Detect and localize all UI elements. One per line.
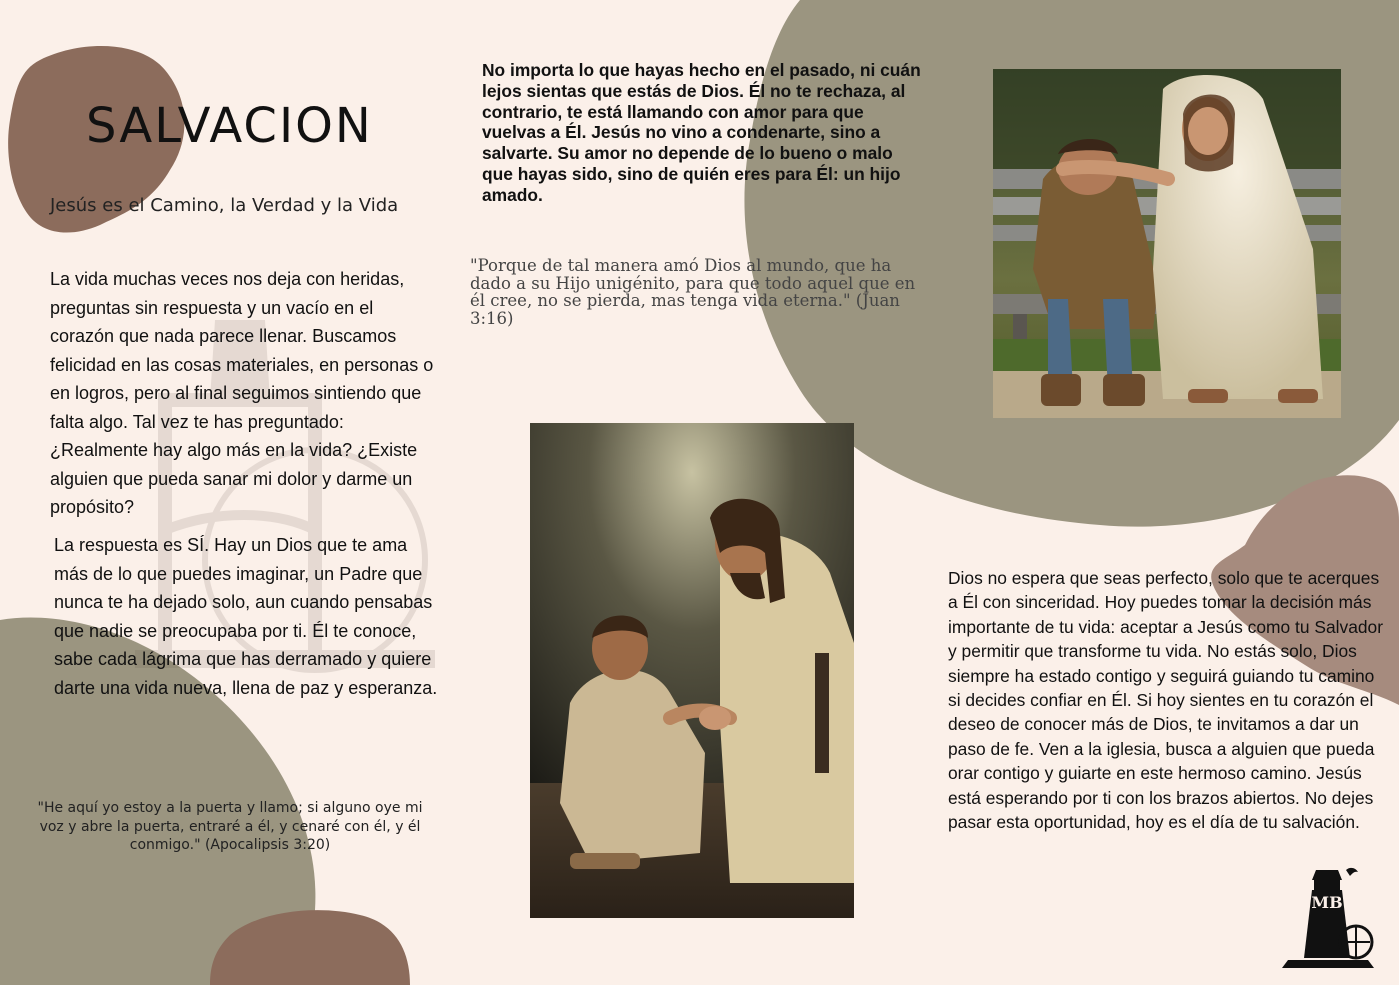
lighthouse-logo-icon <box>1276 860 1380 974</box>
paragraph-intro: La vida muchas veces nos deja con heridas, preguntas sin respuesta y un vacío en el corazón que nada parece llenar. Buscamos felicidad en las cosas materiales, en personas o en logros, pero al final seguimos sintiendo que falta algo. Tal vez te has preguntado: ¿Realmente hay algo más en la vida? ¿Existe alguien que pueda sanar mi dolor y darme un propósito? <box>50 269 434 517</box>
page-subtitle: Jesús es el Camino, la Verdad y la Vida <box>50 195 399 216</box>
paragraph-answer: La respuesta es SÍ. Hay un Dios que te ama más de lo que puedes imaginar, un Padre que nunca te ha dejado solo, aun cuando pensabas que nadie se preocupaba por ti. Él te conoce, sabe cada lágrima que has derramado y quiere darte una vida nueva, llena de paz y esperanza. <box>54 535 438 698</box>
kneeling-prayer-image <box>530 423 854 918</box>
svg-text:MB: MB <box>1311 893 1343 912</box>
jesus-bench-image <box>993 69 1341 418</box>
page-title: SALVACION <box>86 98 373 154</box>
quote-juan: "Porque de tal manera amó Dios al mundo, que ha dado a su Hijo unigénito, para que todo aquel que en él cree, no se pierda, mas tenga vida eterna." (Juan 3:16) <box>470 256 916 328</box>
paragraph-invitation: Dios no espera que seas perfecto, solo que te acerques a Él con sinceridad. Hoy puedes tomar la decisión más importante de tu vida: aceptar a Jesús como tu Salvador y permitir que transforme tu vida. No estás solo, Dios siempre ha estado contigo y seguirá guiando tu camino si decides confiar en Él. Si hoy sientes en tu corazón el deseo de conocer más de Dios, te invitamos a dar un paso de fe. Ven a la iglesia, busca a alguien que pueda orar contigo y guiarte en este hermoso camino. Jesús está esperando por ti con los brazos abiertos. No dejes pasar esta oportunidad, hoy es el día de tu salvación. <box>948 568 1384 833</box>
bold-intro-text: No importa lo que hayas hecho en el pasado, ni cuán lejos sientas que estás de Dios. Él no te rechaza, al contrario, te está llamando con amor para que vuelvas a Él. Jesús no vino a condenarte, sino a salvarte. Su amor no depende de lo bueno o malo que hayas sido, sino de quién eres para Él: un hijo amado. <box>482 60 921 205</box>
dove-icon <box>1346 868 1358 876</box>
brown-blob-bottom <box>210 905 420 985</box>
quote-apocalipsis: "He aquí yo estoy a la puerta y llamo; si alguno oye mi voz y abre la puerta, entraré a él, y cenaré con él, y él conmigo." (Apocalipsis 3:20) <box>37 800 423 853</box>
